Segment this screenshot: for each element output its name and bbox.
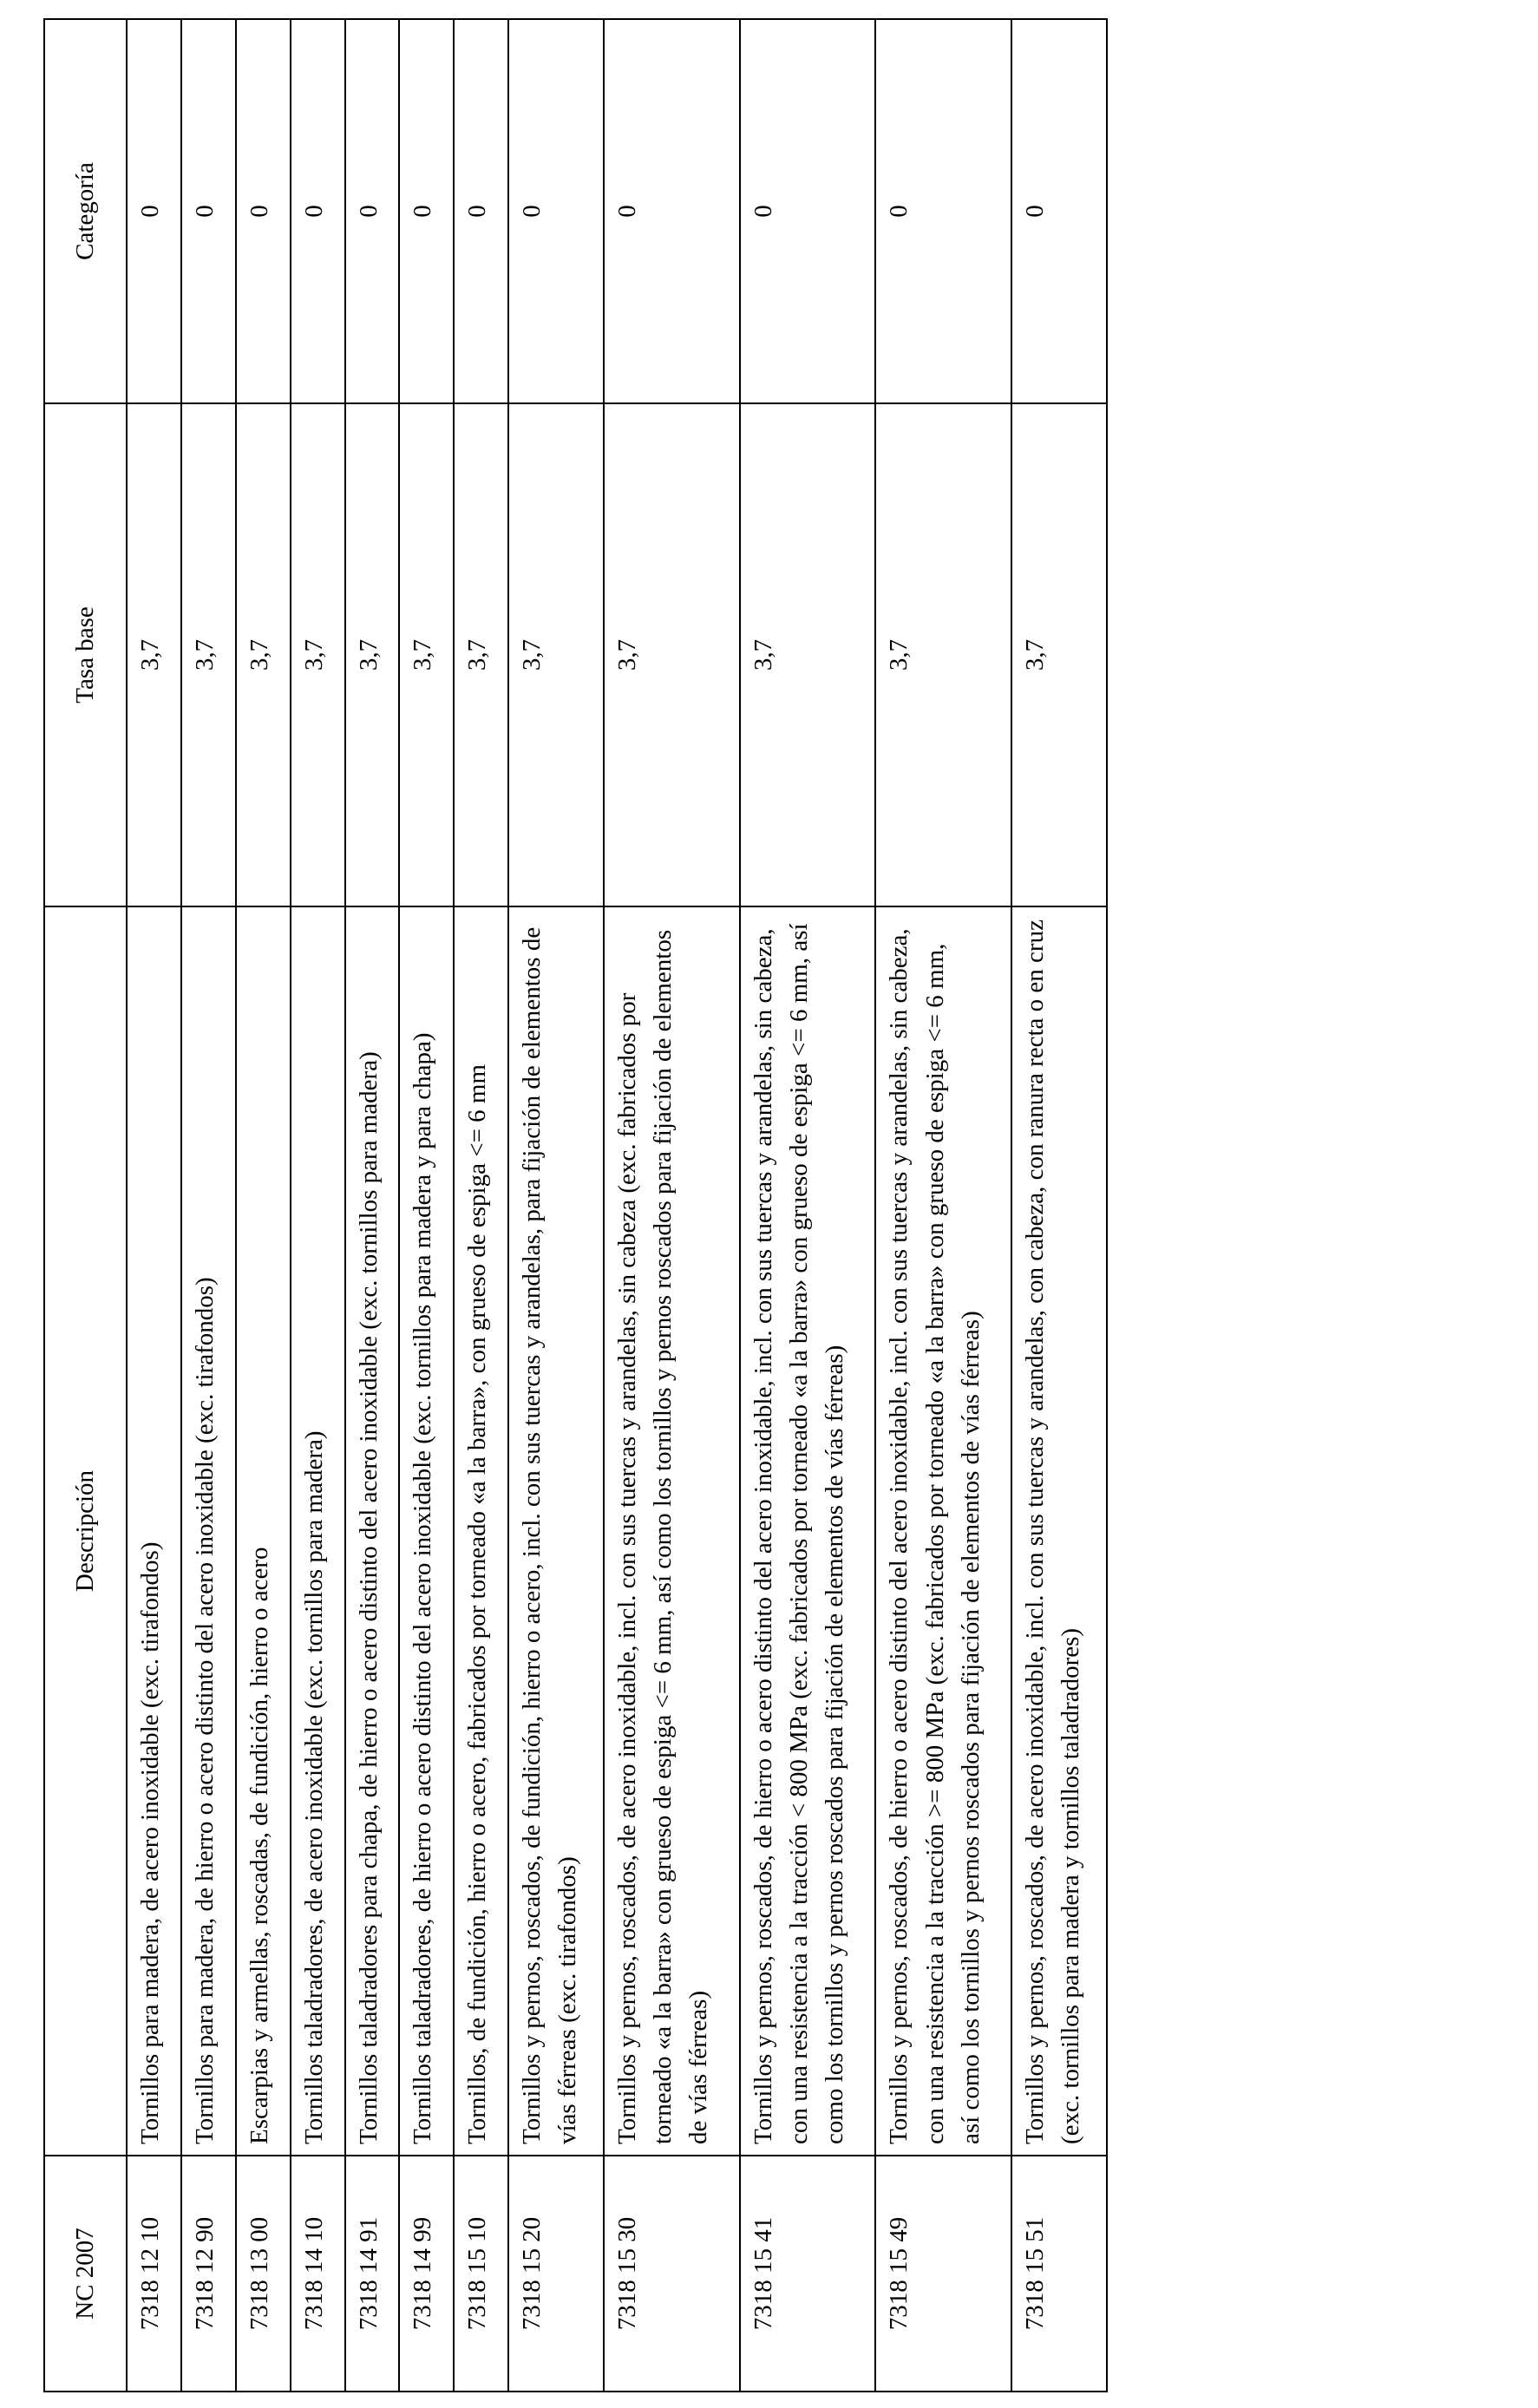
cell-rate: 3,7 bbox=[740, 403, 876, 906]
table-row bbox=[1011, 19, 1107, 2392]
cell-category: 0 bbox=[604, 19, 740, 403]
cell-code: 7318 12 10 bbox=[127, 2156, 181, 2392]
cell-code: 7318 14 99 bbox=[399, 2156, 454, 2392]
cell-category: 0 bbox=[454, 19, 508, 403]
table-row bbox=[508, 19, 604, 2392]
cell-rate: 3,7 bbox=[127, 403, 181, 906]
cell-code: 7318 15 49 bbox=[875, 2156, 1011, 2392]
cell-description: Escarpias y armellas, roscadas, de fundición, hierro o acero bbox=[236, 906, 291, 2156]
cell-rate: 3,7 bbox=[875, 403, 1011, 906]
table-row bbox=[740, 19, 876, 2392]
cell-rate: 3,7 bbox=[291, 403, 345, 906]
cell-description: Tornillos taladradores, de hierro o acero distinto del acero inoxidable (exc. tornillos para madera y para chapa) bbox=[399, 906, 454, 2156]
cell-category: 0 bbox=[740, 19, 876, 403]
cell-category: 0 bbox=[399, 19, 454, 403]
cell-rate: 3,7 bbox=[508, 403, 604, 906]
cell-description: Tornillos taladradores, de acero inoxidable (exc. tornillos para madera) bbox=[291, 906, 345, 2156]
cell-rate: 3,7 bbox=[345, 403, 400, 906]
cell-category: 0 bbox=[1011, 19, 1107, 403]
cell-rate: 3,7 bbox=[236, 403, 291, 906]
cell-description: Tornillos, de fundición, hierro o acero, fabricados por torneado «a la barra», con grueso de espiga <= 6 mm bbox=[454, 906, 508, 2156]
cell-category: 0 bbox=[508, 19, 604, 403]
header-category: Categoría bbox=[44, 19, 127, 403]
cell-description: Tornillos y pernos, roscados, de hierro o acero distinto del acero inoxidable, incl. con sus tuercas y arandelas, sin cabeza, con una resistencia a la tracción >= 800 MPa (exc. fabricados por torneado «a la barra» con grueso de espiga <= 6 mm, así como los tornillos y pernos roscados para fijación de elementos de vías férreas) bbox=[875, 906, 1011, 2156]
header-code: NC 2007 bbox=[44, 2156, 127, 2392]
cell-description: Tornillos y pernos, roscados, de fundición, hierro o acero, incl. con sus tuercas y arandelas, para fijación de elementos de vías férreas (exc. tirafondos) bbox=[508, 906, 604, 2156]
cell-code: 7318 15 20 bbox=[508, 2156, 604, 2392]
rotated-table-container bbox=[43, 20, 1108, 2392]
table-row bbox=[236, 19, 291, 2392]
table-row bbox=[604, 19, 740, 2392]
cell-code: 7318 14 10 bbox=[291, 2156, 345, 2392]
cell-category: 0 bbox=[181, 19, 236, 403]
cell-description: Tornillos y pernos, roscados, de hierro o acero distinto del acero inoxidable, incl. con sus tuercas y arandelas, sin cabeza, con una resistencia a la tracción < 800 MPa (exc. fabricados por torneado «a la barra» con grueso de espiga <= 6 mm, así como los tornillos y pernos roscados para fijación de elementos de vías férreas) bbox=[740, 906, 876, 2156]
table-row bbox=[127, 19, 181, 2392]
table-header-row bbox=[44, 19, 127, 2392]
cell-description: Tornillos y pernos, roscados, de acero inoxidable, incl. con sus tuercas y arandelas, sin cabeza (exc. fabricados por torneado «a la barra» con grueso de espiga <= 6 mm, así como los tornillos y pernos roscados para fijación de elementos de vías férreas) bbox=[604, 906, 740, 2156]
cell-description: Tornillos para madera, de hierro o acero distinto del acero inoxidable (exc. tirafondos) bbox=[181, 906, 236, 2156]
cell-code: 7318 15 51 bbox=[1011, 2156, 1107, 2392]
cell-code: 7318 13 00 bbox=[236, 2156, 291, 2392]
table-row bbox=[399, 19, 454, 2392]
cell-rate: 3,7 bbox=[454, 403, 508, 906]
header-description: Descripción bbox=[44, 906, 127, 2156]
cell-description: Tornillos y pernos, roscados, de acero inoxidable, incl. con sus tuercas y arandelas, con cabeza, con ranura recta o en cruz (exc. tornillos para madera y tornillos taladradores) bbox=[1011, 906, 1107, 2156]
table-row bbox=[875, 19, 1011, 2392]
tariff-table bbox=[43, 18, 1108, 2392]
cell-code: 7318 12 90 bbox=[181, 2156, 236, 2392]
cell-category: 0 bbox=[236, 19, 291, 403]
cell-code: 7318 14 91 bbox=[345, 2156, 400, 2392]
cell-category: 0 bbox=[127, 19, 181, 403]
cell-rate: 3,7 bbox=[181, 403, 236, 906]
cell-description: Tornillos para madera, de acero inoxidable (exc. tirafondos) bbox=[127, 906, 181, 2156]
cell-category: 0 bbox=[875, 19, 1011, 403]
cell-code: 7318 15 10 bbox=[454, 2156, 508, 2392]
table-row bbox=[454, 19, 508, 2392]
cell-code: 7318 15 30 bbox=[604, 2156, 740, 2392]
cell-rate: 3,7 bbox=[399, 403, 454, 906]
header-rate: Tasa base bbox=[44, 403, 127, 906]
cell-rate: 3,7 bbox=[1011, 403, 1107, 906]
table-row bbox=[181, 19, 236, 2392]
cell-category: 0 bbox=[291, 19, 345, 403]
table-row bbox=[291, 19, 345, 2392]
cell-rate: 3,7 bbox=[604, 403, 740, 906]
table-row bbox=[345, 19, 400, 2392]
cell-category: 0 bbox=[345, 19, 400, 403]
cell-description: Tornillos taladradores para chapa, de hierro o acero distinto del acero inoxidable (exc. tornillos para madera) bbox=[345, 906, 400, 2156]
cell-code: 7318 15 41 bbox=[740, 2156, 876, 2392]
